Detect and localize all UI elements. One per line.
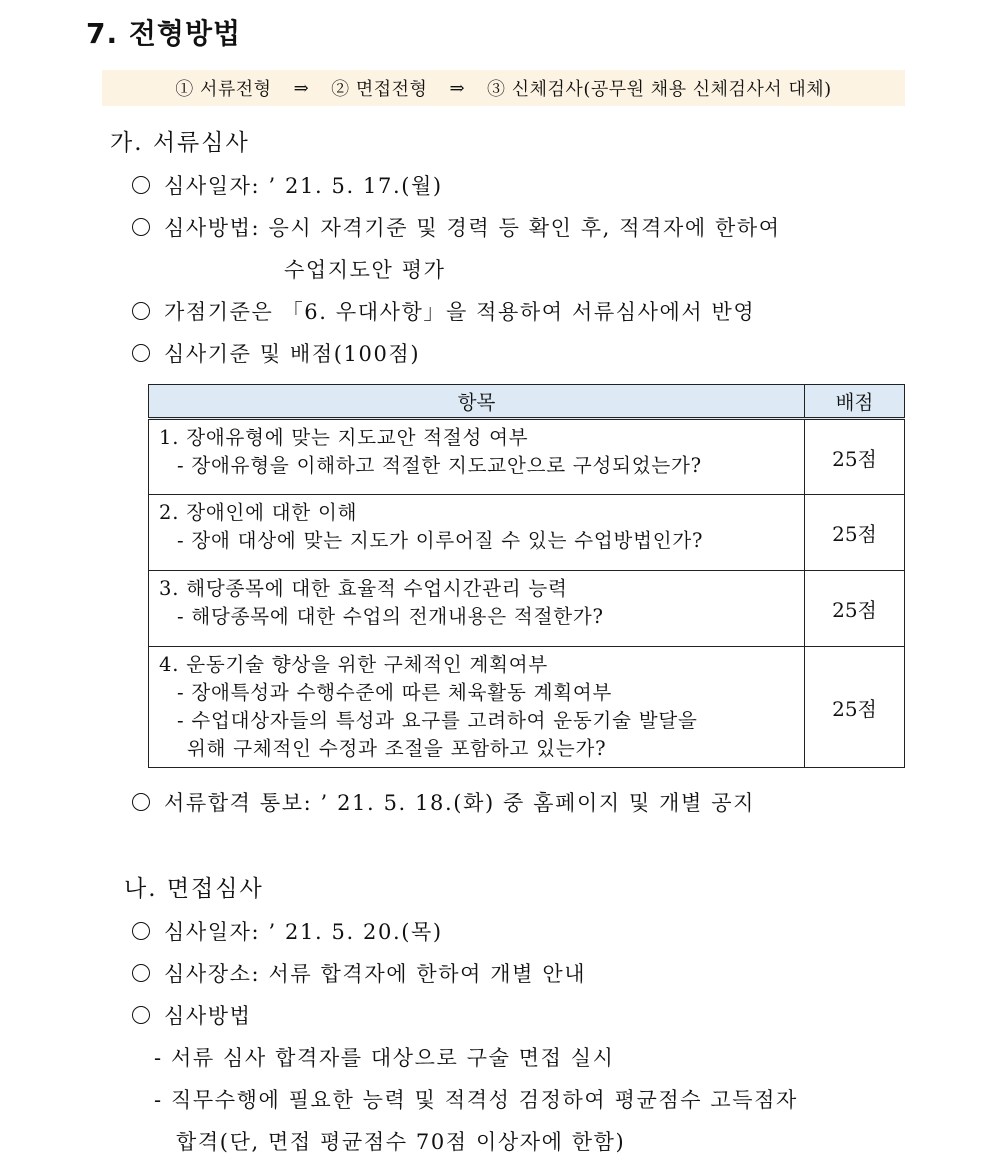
- list-item: 심사일자: ’ 21. 5. 20.(목): [132, 916, 443, 946]
- section-b-title: 나. 면접심사: [124, 876, 264, 902]
- circle-bullet-icon: [132, 302, 150, 320]
- scoring-table: [148, 384, 905, 768]
- circle-bullet-icon: [132, 1006, 150, 1024]
- criteria-cell: [149, 419, 805, 495]
- header-score: 배점: [805, 385, 905, 419]
- criteria-title: 3. 해당종목에 대한 효율적 수업시간관리 능력: [159, 577, 568, 600]
- criteria-cell: [149, 647, 805, 768]
- step-document: ① 서류전형: [175, 79, 272, 100]
- table-header-row: [149, 385, 905, 419]
- criteria-sub: - 수업대상자들의 특성과 요구를 고려하여 운동기술 발달을: [177, 709, 698, 732]
- arrow-icon: ⇒: [449, 77, 466, 99]
- section-a-title: 가. 서류심사: [110, 130, 250, 156]
- score-cell: 25점: [805, 571, 905, 647]
- table-row: [149, 419, 905, 495]
- criteria-sub: - 해당종목에 대한 수업의 전개내용은 적절한가?: [177, 605, 604, 628]
- score-cell: 25점: [805, 419, 905, 495]
- sub-item: - 서류 심사 합격자를 대상으로 구술 면접 실시: [154, 1046, 615, 1070]
- circle-bullet-icon: [132, 344, 150, 362]
- criteria-title: 4. 운동기술 향상을 위한 구체적인 계획여부: [159, 653, 549, 676]
- criteria-title: 2. 장애인에 대한 이해: [159, 501, 358, 524]
- table-row: [149, 571, 905, 647]
- list-item: 심사장소: 서류 합격자에 한하여 개별 안내: [132, 958, 586, 988]
- criteria-sub: - 장애특성과 수행수준에 따른 체육활동 계획여부: [177, 681, 613, 704]
- criteria-cell: [149, 571, 805, 647]
- list-item: 심사기준 및 배점(100점): [132, 338, 420, 368]
- criteria-sub: - 장애유형을 이해하고 적절한 지도교안으로 구성되었는가?: [177, 454, 702, 477]
- list-item: 심사방법: 응시 자격기준 및 경력 등 확인 후, 적격자에 한하여: [132, 212, 781, 242]
- table-row: [149, 495, 905, 571]
- sub-item: - 직무수행에 필요한 능력 및 적격성 검정하여 평균점수 고득점자: [154, 1088, 798, 1112]
- criteria-sub: 위해 구체적인 수정과 조절을 포함하고 있는가?: [187, 737, 607, 760]
- arrow-icon: ⇒: [293, 77, 310, 99]
- section-heading: 7. 전형방법: [86, 17, 242, 50]
- circle-bullet-icon: [132, 964, 150, 982]
- process-banner: [102, 70, 905, 106]
- step-interview: ② 면접전형: [331, 79, 428, 100]
- list-item-continuation: 수업지도안 평가: [284, 258, 446, 282]
- circle-bullet-icon: [132, 922, 150, 940]
- score-cell: 25점: [805, 495, 905, 571]
- list-item: 가점기준은 「6. 우대사항」을 적용하여 서류심사에서 반영: [132, 296, 755, 326]
- circle-bullet-icon: [132, 793, 150, 811]
- sub-item-continuation: 합격(단, 면접 평균점수 70점 이상자에 한함): [176, 1130, 626, 1154]
- table-row: [149, 647, 905, 768]
- list-item: 심사방법: [132, 1000, 252, 1030]
- header-item: 항목: [149, 385, 805, 419]
- criteria-title: 1. 장애유형에 맞는 지도교안 적절성 여부: [159, 426, 529, 449]
- criteria-sub: - 장애 대상에 맞는 지도가 이루어질 수 있는 수업방법인가?: [177, 529, 704, 552]
- circle-bullet-icon: [132, 176, 150, 194]
- list-item: 심사일자: ’ 21. 5. 17.(월): [132, 170, 443, 200]
- score-cell: 25점: [805, 647, 905, 768]
- circle-bullet-icon: [132, 218, 150, 236]
- step-physical: ③ 신체검사(공무원 채용 신체검사서 대체): [487, 79, 832, 100]
- criteria-cell: [149, 495, 805, 571]
- list-item: 서류합격 통보: ’ 21. 5. 18.(화) 중 홈페이지 및 개별 공지: [132, 787, 755, 817]
